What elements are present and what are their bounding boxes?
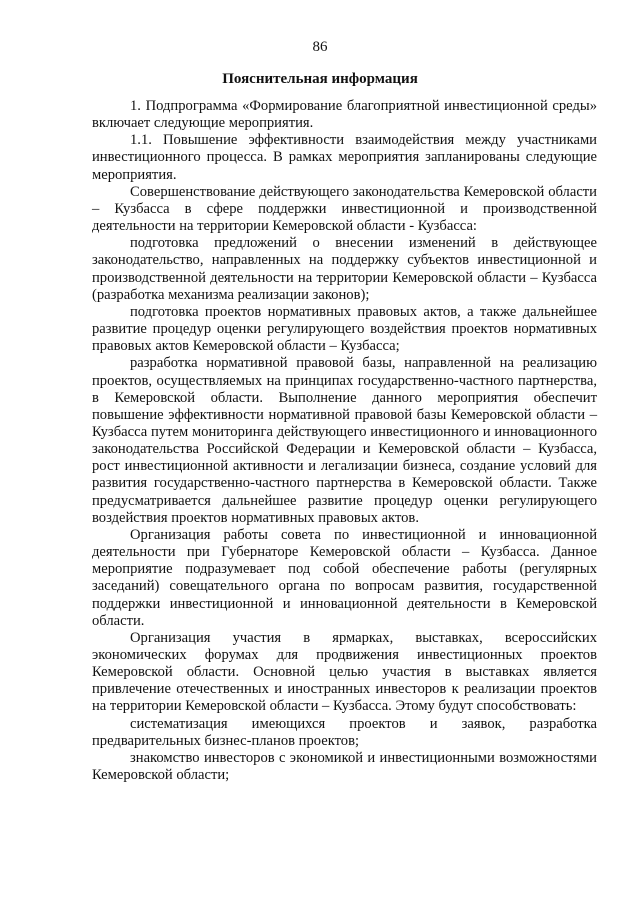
paragraph: знакомство инвесторов с экономикой и инвестиционными возможностями Кемеровской области; [92,749,597,784]
paragraph: подготовка предложений о внесении изменений в действующее законодательство, направленных на поддержку субъектов инвестиционной и производственной деятельности на территории Кемеровской области – Кузбасса (разработка механизма реализации законов); [92,235,597,303]
page-number: 86 [312,39,328,55]
document-title: Пояснительная информация [222,71,418,87]
document-body [92,98,597,784]
paragraph: систематизация имеющихся проектов и заявок, разработка предварительных бизнес-планов проектов; [92,715,597,749]
paragraph: Организация работы совета по инвестиционной и инновационной деятельности при Губернаторе Кемеровской области – Кузбасса. Данное мероприятие подразумевает под собой обеспечение работы (регулярных заседаний) совещательного органа по вопросам развития, государственной поддержки инвестиционной и инновационной деятельности в Кемеровской области. [92,526,597,629]
paragraph: подготовка проектов нормативных правовых актов, а также дальнейшее развитие процедур оценки регулирующего воздействия проектов нормативных правовых актов Кемеровской области – Кузбасса; [92,303,597,355]
paragraph: Совершенствование действующего законодательства Кемеровской области – Кузбасса в сфере поддержки инвестиционной и производственной деятельности на территории Кемеровской области - Кузбасса: [92,183,597,235]
paragraph: 1.1. Повышение эффективности взаимодействия между участниками инвестиционного процесса. В рамках мероприятия запланированы следующие мероприятия. [92,132,597,183]
paragraph: Организация участия в ярмарках, выставках, всероссийских экономических форумах для продвижения инвестиционных проектов Кемеровской области. Основной целью участия в выставках является привлечение отечественных и иностранных инвесторов к реализации проектов на территории Кемеровской области – Кузбасса. Этому будут способствовать: [92,629,597,715]
paragraph: разработка нормативной правовой базы, направленной на реализацию проектов, осуществляемых на принципах государственно-частного партнерства, в Кемеровской области. Выполнение данного мероприятия обеспечит повышение эффективности нормативной правовой базы Кемеровской области – Кузбасса путем мониторинга действующего инвестиционного и инновационного законодательства Российской Федерации и Кемеровской области – Кузбасса, рост инвестиционной активности и легализации бизнеса, создание условий для развития государственно-частного партнерства в Кемеровской области. Также предусматривается дальнейшее развитие процедур оценки регулирующего воздействия проектов нормативных правовых актов. [92,355,597,526]
paragraph: 1. Подпрограмма «Формирование благоприятной инвестиционной среды» включает следующие мероприятия. [92,98,597,132]
